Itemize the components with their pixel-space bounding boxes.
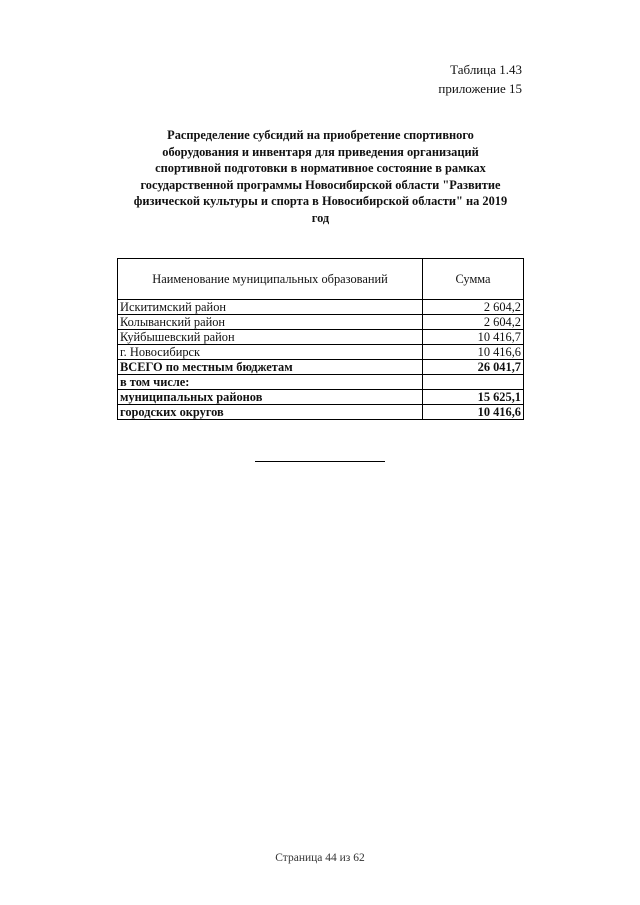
total-label: ВСЕГО по местным бюджетам (118, 360, 423, 375)
separator-line (255, 461, 385, 462)
title-line: год (311, 210, 330, 225)
column-header-name: Наименование муниципальных образований (118, 259, 423, 300)
amount-cell: 10 416,7 (423, 330, 524, 345)
title-line: оборудования и инвентаря для приведения организаций (162, 144, 479, 159)
municipality-name: г. Новосибирск (118, 345, 423, 360)
subtotal-label: городских округов (118, 405, 423, 420)
subtotal-row (118, 405, 524, 420)
amount-cell: 2 604,2 (423, 300, 524, 315)
subtotal-heading-row (118, 375, 524, 390)
subtotal-heading: в том числе: (118, 375, 423, 390)
appendix-label: приложение 15 (438, 81, 522, 96)
amount-cell: 10 416,6 (423, 345, 524, 360)
table-header-row (118, 259, 524, 300)
table-row (118, 300, 524, 315)
municipality-name: Куйбышевский район (118, 330, 423, 345)
table-row (118, 330, 524, 345)
table-row (118, 345, 524, 360)
municipality-name: Искитимский район (118, 300, 423, 315)
column-header-sum: Сумма (423, 259, 524, 300)
subtotal-label: муниципальных районов (118, 390, 423, 405)
municipality-name: Колыванский район (118, 315, 423, 330)
amount-cell: 2 604,2 (423, 315, 524, 330)
page-footer: Страница 44 из 62 (275, 852, 365, 864)
subtotal-amount: 10 416,6 (423, 405, 524, 420)
title-line: государственной программы Новосибирской области "Развитие (140, 177, 501, 192)
amount-cell (423, 375, 524, 390)
document-title (118, 127, 523, 227)
subtotal-amount: 15 625,1 (423, 390, 524, 405)
table-number: Таблица 1.43 (450, 62, 522, 77)
subtotal-row (118, 390, 524, 405)
total-amount: 26 041,7 (423, 360, 524, 375)
subsidy-table (117, 258, 524, 420)
title-line: физической культуры и спорта в Новосибирской области" на 2019 (133, 194, 508, 209)
table-row (118, 315, 524, 330)
total-row (118, 360, 524, 375)
title-line: Распределение субсидий на приобретение спортивного (167, 128, 474, 142)
title-line: спортивной подготовки в нормативное состояние в рамках (155, 161, 486, 176)
